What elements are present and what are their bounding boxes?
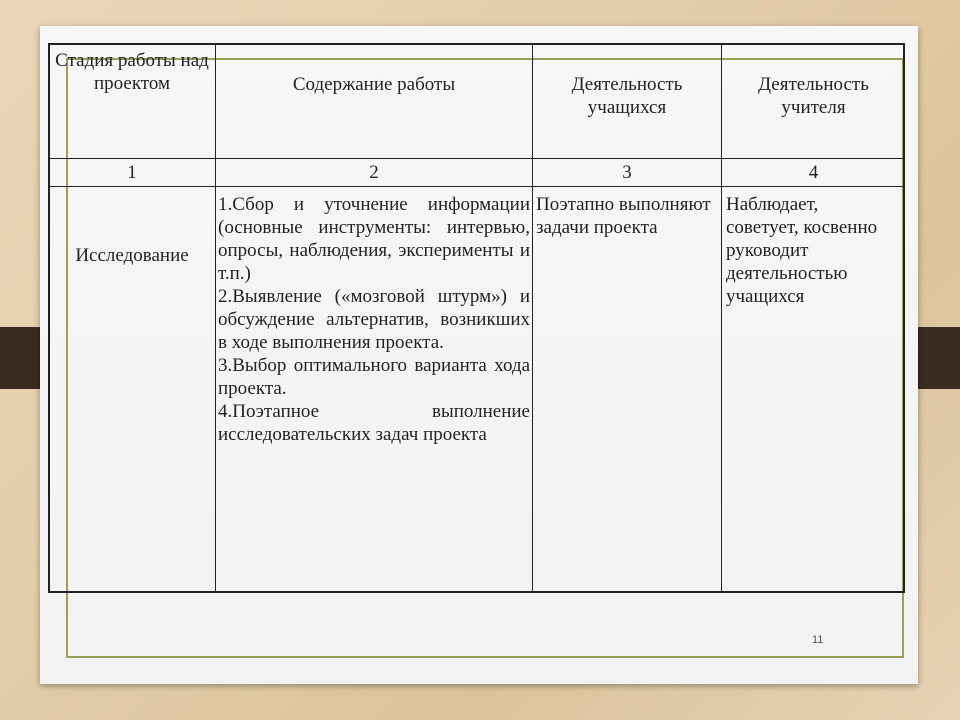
content-item: 3.Выбор оптимального варианта хода проекта. bbox=[218, 355, 530, 399]
header-teacher: Деятельность учителя bbox=[758, 74, 869, 118]
column-divider bbox=[215, 43, 216, 593]
header-content: Содержание работы bbox=[292, 74, 456, 95]
content-cell bbox=[218, 193, 530, 446]
content-item: 2.Выявление («мозговой штурм») и обсуждение альтернатив, возникших в ходе выполнения проекта. bbox=[218, 286, 530, 353]
column-divider bbox=[721, 43, 722, 593]
student-activity-cell: Поэтапно выполняют задачи проекта bbox=[536, 194, 711, 238]
teacher-activity-cell: Наблюдает, советует, косвенно руководит деятельностью учащихся bbox=[726, 194, 878, 307]
content-item: 4.Поэтапное выполнение исследовательских задач проекта bbox=[218, 401, 530, 445]
row-divider bbox=[48, 186, 905, 187]
stage-cell: Исследование bbox=[75, 245, 189, 266]
row-divider bbox=[48, 158, 905, 159]
header-students: Деятельность учащихся bbox=[571, 74, 683, 118]
content-item: 1.Сбор и уточнение информации (основные инструменты: интервью, опросы, наблюдения, эксперименты и т.п.) bbox=[218, 194, 530, 284]
column-number-4: 4 bbox=[808, 162, 819, 183]
column-number-1: 1 bbox=[127, 162, 137, 183]
column-divider bbox=[532, 43, 533, 593]
header-stage: Стадия работы над проектом bbox=[55, 50, 209, 94]
slide-number: 11 bbox=[812, 634, 824, 646]
column-number-3: 3 bbox=[622, 162, 632, 183]
column-number-2: 2 bbox=[369, 162, 379, 183]
